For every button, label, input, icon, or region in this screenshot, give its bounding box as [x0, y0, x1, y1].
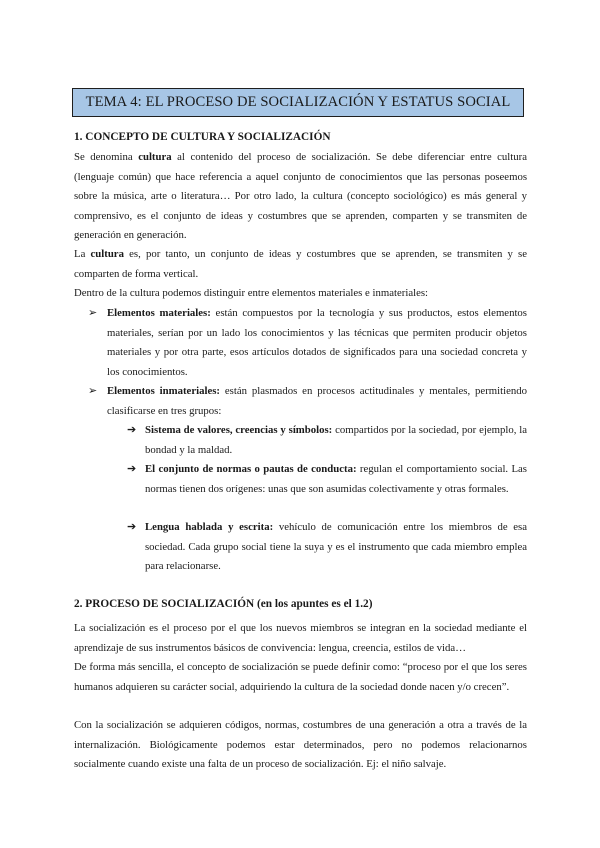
s1p2-bold: cultura [90, 248, 124, 260]
page-title: TEMA 4: EL PROCESO DE SOCIALIZACIÓN Y ESTATUS SOCIAL [85, 94, 511, 110]
arrow-bullet-icon: ➢ [88, 385, 98, 397]
section-1-paragraph-1 [74, 148, 527, 246]
right-arrow-icon: ➔ [127, 463, 137, 475]
sublist-item-text: vehículo de comunicación entre los miembros de esa sociedad. Cada grupo social tiene la suya y es el instrumento que cada miembro emplea para relacionarse. [145, 521, 527, 572]
list-item-label: Elementos materiales: [107, 307, 211, 319]
sublist-item-label: Lengua hablada y escrita: [145, 521, 274, 533]
sublist-item-label: Sistema de valores, creencias y símbolos: [145, 424, 333, 436]
s1p2-post: es, por tanto, un conjunto de ideas y costumbres que se aprenden, se transmiten y se comparten de forma vertical. [74, 248, 527, 280]
sublist-item-valores [145, 421, 527, 460]
right-arrow-icon: ➔ [127, 424, 137, 436]
sublist-item-label: El conjunto de normas o pautas de conducta: [145, 463, 357, 475]
list-item-inmateriales [107, 382, 527, 421]
sublist-item-text: regulan el comportamiento social. Las normas tienen dos orígenes: unas que son asumidas colectivamente y otras formales. [145, 463, 527, 495]
sublist-item-normas [145, 460, 527, 499]
list-item-label: Elementos inmateriales: [107, 385, 220, 397]
right-arrow-icon: ➔ [127, 521, 137, 533]
s1p1-post: al contenido del proceso de socialización. Se debe diferenciar entre cultura (lenguaje común) que hace referencia a aquel conjunto de conocimientos que las personas poseemos sobre la música, arte o literatura… Por otro lado, la cultura (concepto sociológico) es más general y comprensivo, es el conjunto de ideas y costumbres que se aprenden, comparten y se transmiten de generación en generación. [74, 151, 527, 241]
section-1-heading: 1. CONCEPTO DE CULTURA Y SOCIALIZACIÓN [74, 131, 331, 143]
list-item-text: están compuestos por la tecnología y sus productos, estos elementos materiales, serían por un lado los conocimientos y las técnicas que permiten producir objetos materiales y por otra parte, esos artículos dotados de significados para una sociedad concreta y los conocimientos. [107, 307, 527, 378]
list-item-text: están plasmados en procesos actitudinales y mentales, permitiendo clasificarse en tres grupos: [107, 385, 527, 417]
sublist-item-text: compartidos por la sociedad, por ejemplo, la bondad y la maldad. [145, 424, 528, 456]
s1p1-bold: cultura [138, 151, 172, 163]
section-2-paragraph-2: De forma más sencilla, el concepto de socialización se puede definir como: “proceso por el que los seres humanos adquieren su carácter social, adquiriendo la cultura de la sociedad donde nacen y/o crecen”. [74, 661, 527, 693]
section-2-paragraph-1: La socialización es el proceso por el que los nuevos miembros se integran en la sociedad mediante el aprendizaje de sus instrumentos básicos de convivencia: lengua, creencia, estilos de vida… [74, 622, 527, 654]
s1p1-pre: Se denomina [74, 151, 139, 163]
section-2-paragraph-3: Con la socialización se adquieren códigos, normas, costumbres de una generación a otra a través de la internalización. Biológicamente podemos estar determinados, pero no podemos relacionarnos socialmente cuando existe una falta de un proceso de socialización. Ej: el niño salvaje. [74, 719, 527, 770]
list-item-materiales [107, 304, 527, 382]
section-2-heading: 2. PROCESO DE SOCIALIZACIÓN (en los apuntes es el 1.2) [74, 598, 373, 610]
title-box [72, 88, 524, 117]
sublist-item-lengua [145, 518, 527, 577]
section-1-paragraph-3: Dentro de la cultura podemos distinguir entre elementos materiales e inmateriales: [74, 287, 429, 299]
section-1-paragraph-2 [74, 245, 527, 284]
arrow-bullet-icon: ➢ [88, 307, 98, 319]
s1p2-pre: La [74, 248, 91, 260]
